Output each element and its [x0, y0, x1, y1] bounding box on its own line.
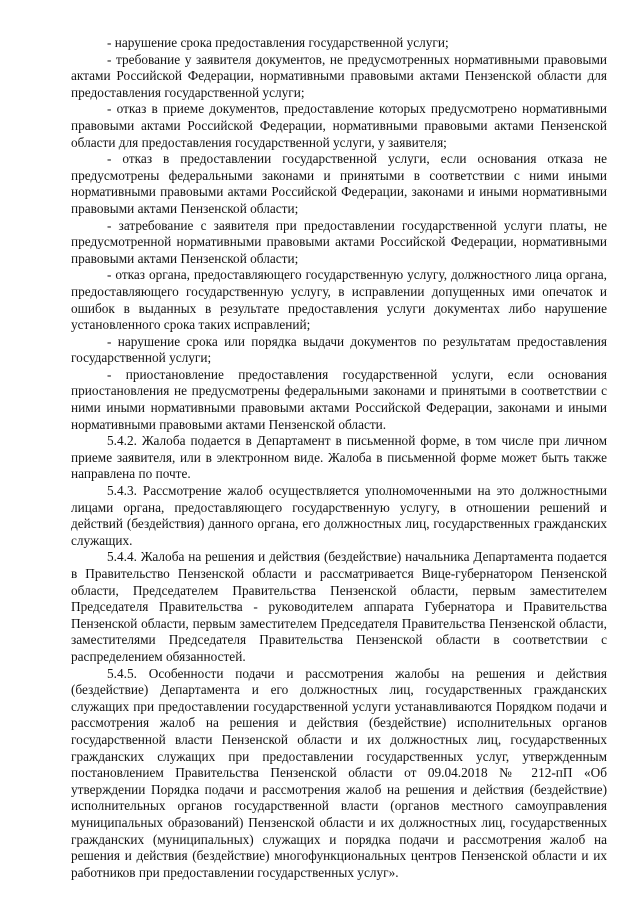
document-page [71, 35, 607, 881]
paragraph-refusal-acceptance: - отказ в приеме документов, предоставление которых предусмотрено нормативными правовыми актами Российской Федерации, нормативными правовыми актами Пензенской области для предоставления государственной услуги, у заявителя; [71, 101, 607, 150]
paragraph-violation-deadline: - нарушение срока предоставления государственной услуги; [107, 35, 449, 50]
paragraph-refusal-correction: - отказ органа, предоставляющего государственную услугу, должностного лица органа, предоставляющего государственную услугу, в исправлении допущенных ими опечаток и ошибок в выданных в результате предоставления услуги документах либо нарушение установленного срока таких исправлений; [71, 267, 607, 333]
paragraph-suspension: - приостановление предоставления государственной услуги, если основания приостановления не предусмотрены федеральными законами и принятыми в соответствии с ними иными нормативными правовыми актами Российской Федерации, законами и иными нормативными правовыми актами Пензенской области. [71, 366, 607, 432]
paragraph-5-4-5: 5.4.5. Особенности подачи и рассмотрения жалобы на решения и действия (бездействие) Департамента и его должностных лиц, государственных гражданских служащих при предоставлении государственной услуги устанавливаются Порядком подачи и рассмотрения жалоб на решения и действия (бездействие) исполнительных органов государственной власти Пензенской области и их должностных лиц, государственных гражданских служащих при предоставлении государственных услуг, утвержденным постановлением Правительства Пензенской области от 09.04.2018 № 212-пП «Об утверждении Порядка подачи и рассмотрения жалоб на решения и действия (бездействие) исполнительных органов государственной власти (органов местного самоуправления муниципальных образований) Пензенской области и их должностных лиц, государственных гражданских (муниципальных) служащих и порядка подачи и рассмотрения жалоб на решения и действия (бездействие) многофункциональных центров Пензенской области и их работников при предоставлении государственных услуг». [71, 665, 607, 880]
paragraph-issuance-violation: - нарушение срока или порядка выдачи документов по результатам предоставления государственной услуги; [71, 333, 607, 366]
paragraph-extra-documents-demand: - требование у заявителя документов, не предусмотренных нормативными правовыми актами Российской Федерации, нормативными правовыми актами Пензенской области для предоставления государственной услуги; [71, 51, 607, 100]
paragraph-fee-demand: - затребование с заявителя при предоставлении государственной услуги платы, не предусмотренной нормативными правовыми актами Российской Федерации, нормативными правовыми актами Пензенской области; [71, 217, 607, 266]
paragraph-5-4-3: 5.4.3. Рассмотрение жалоб осуществляется уполномоченными на это должностными лицами органа, предоставляющего государственную услугу, в отношении решений и действий (бездействия) данного органа, его должностных лиц, государственных гражданских служащих. [71, 483, 607, 548]
paragraph-5-4-4: 5.4.4. Жалоба на решения и действия (бездействие) начальника Департамента подается в Правительство Пензенской области и рассматривается Вице-губернатором Пензенской области, Председателем Правительства Пензенской области, первым заместителем Председателя Правительства - руководителем аппарата Губернатора и Правительства Пензенской области, первым заместителем Председателя Правительства Пензенской области, заместителями Председателя Правительства Пензенской области в соответствии с распределением обязанностей. [71, 549, 607, 664]
paragraph-5-4-2: 5.4.2. Жалоба подается в Департамент в письменной форме, в том числе при личном приеме заявителя, или в электронном виде. Жалоба в письменной форме может быть также направлена по почте. [71, 433, 607, 482]
paragraph-refusal-service: - отказ в предоставлении государственной услуги, если основания отказа не предусмотрены федеральными законами и принятыми в соответствии с ними иными нормативными правовыми актами Российской Федерации, законами и иными нормативными правовыми актами Пензенской области; [71, 151, 607, 216]
